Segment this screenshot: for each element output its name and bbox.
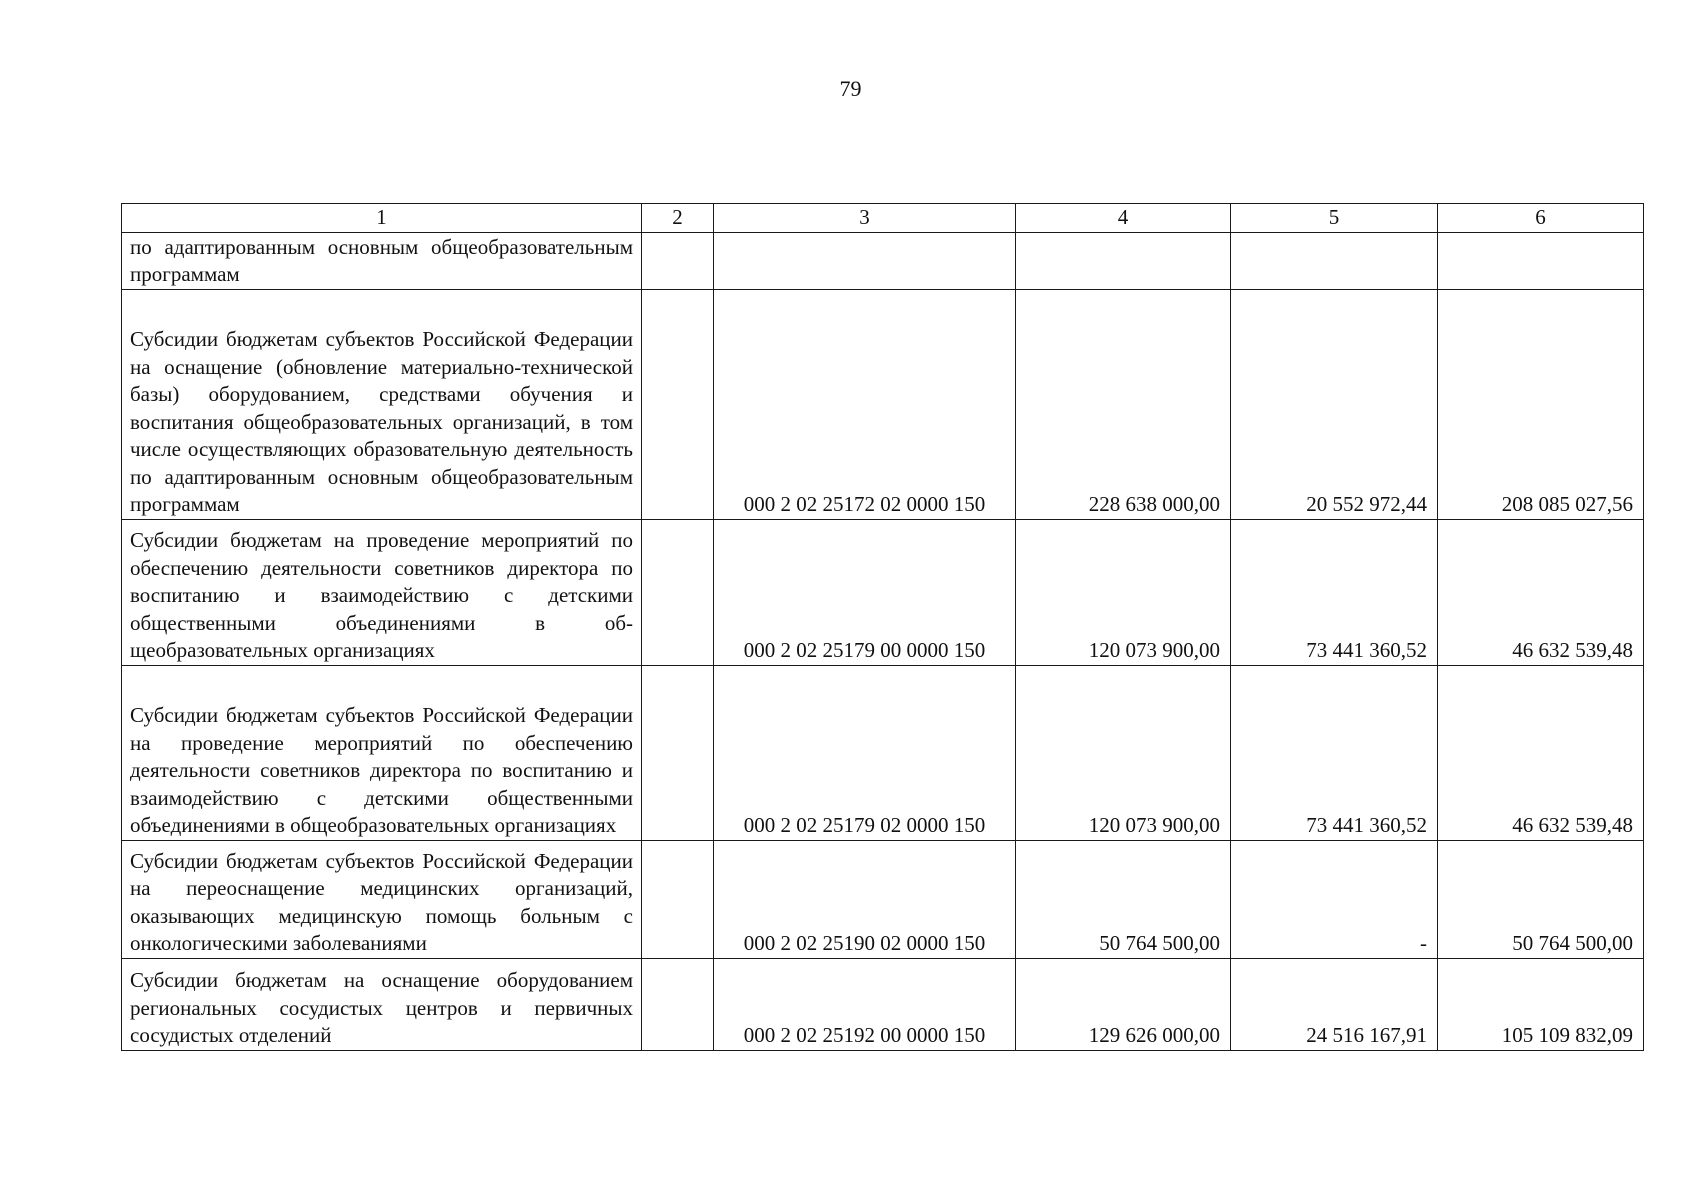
row-description: Субсидии бюджетам субъектов Российской Федерации на переоснащение медицинских организаций, оказывающих медицинскую помощь больным с онкологическими заболеваниями [122,840,642,958]
row-description: Субсидии бюджетам субъектов Российской Федерации на оснащение (обновление материально-технической базы) оборудованием, средствами обучения и воспитания общеобразовательных организаций, в том числе осуществляющих образовательную деятельность по адаптированным основным общеобразовательным программам [122,289,642,519]
row-approved-amount: 50 764 500,00 [1016,840,1231,958]
row-approved-amount: 120 073 900,00 [1016,519,1231,665]
column-number-row [122,204,1644,233]
table-row [122,519,1644,665]
table-row [122,289,1644,519]
row-executed-amount: 20 552 972,44 [1231,289,1438,519]
row-budget-code: 000 2 02 25172 02 0000 150 [714,289,1016,519]
row-column-2 [642,665,714,840]
row-approved-amount [1016,232,1231,289]
row-executed-amount: 73 441 360,52 [1231,519,1438,665]
row-budget-code [714,232,1016,289]
column-number: 3 [714,204,1016,233]
row-description: по адаптированным основным общеобразовательным программам [122,232,642,289]
row-budget-code: 000 2 02 25192 00 0000 150 [714,958,1016,1050]
row-executed-amount [1231,232,1438,289]
table-row [122,665,1644,840]
row-unexecuted-amount: 46 632 539,48 [1438,665,1644,840]
row-description: Субсидии бюджетам на проведение мероприятий по обеспечению деятельности советников директора по воспитанию и взаимодействию с детскими общественными объединениями в общеобразовательных организациях [122,519,642,665]
row-approved-amount: 120 073 900,00 [1016,665,1231,840]
table-row [122,232,1644,289]
row-column-2 [642,519,714,665]
row-approved-amount: 228 638 000,00 [1016,289,1231,519]
row-approved-amount: 129 626 000,00 [1016,958,1231,1050]
row-executed-amount: - [1231,840,1438,958]
row-column-2 [642,289,714,519]
row-unexecuted-amount: 46 632 539,48 [1438,519,1644,665]
row-budget-code: 000 2 02 25190 02 0000 150 [714,840,1016,958]
row-description: Субсидии бюджетам субъектов Российской Федерации на проведение мероприятий по обеспечению деятельности советников директора по воспитанию и взаимодействию с детскими общественными объединениями в общеобразовательных организациях [122,665,642,840]
row-unexecuted-amount: 105 109 832,09 [1438,958,1644,1050]
row-budget-code: 000 2 02 25179 02 0000 150 [714,665,1016,840]
row-description: Субсидии бюджетам на оснащение оборудованием региональных сосудистых центров и первичных сосудистых отделений [122,958,642,1050]
row-unexecuted-amount [1438,232,1644,289]
column-number: 1 [122,204,642,233]
table-row [122,958,1644,1050]
column-number: 2 [642,204,714,233]
row-unexecuted-amount: 50 764 500,00 [1438,840,1644,958]
row-column-2 [642,958,714,1050]
table-row [122,840,1644,958]
row-executed-amount: 24 516 167,91 [1231,958,1438,1050]
row-unexecuted-amount: 208 085 027,56 [1438,289,1644,519]
column-number: 5 [1231,204,1438,233]
page-number: 79 [839,76,862,101]
row-executed-amount: 73 441 360,52 [1231,665,1438,840]
row-column-2 [642,840,714,958]
row-budget-code: 000 2 02 25179 00 0000 150 [714,519,1016,665]
budget-table [121,203,1644,1051]
row-column-2 [642,232,714,289]
column-number: 6 [1438,204,1644,233]
column-number: 4 [1016,204,1231,233]
